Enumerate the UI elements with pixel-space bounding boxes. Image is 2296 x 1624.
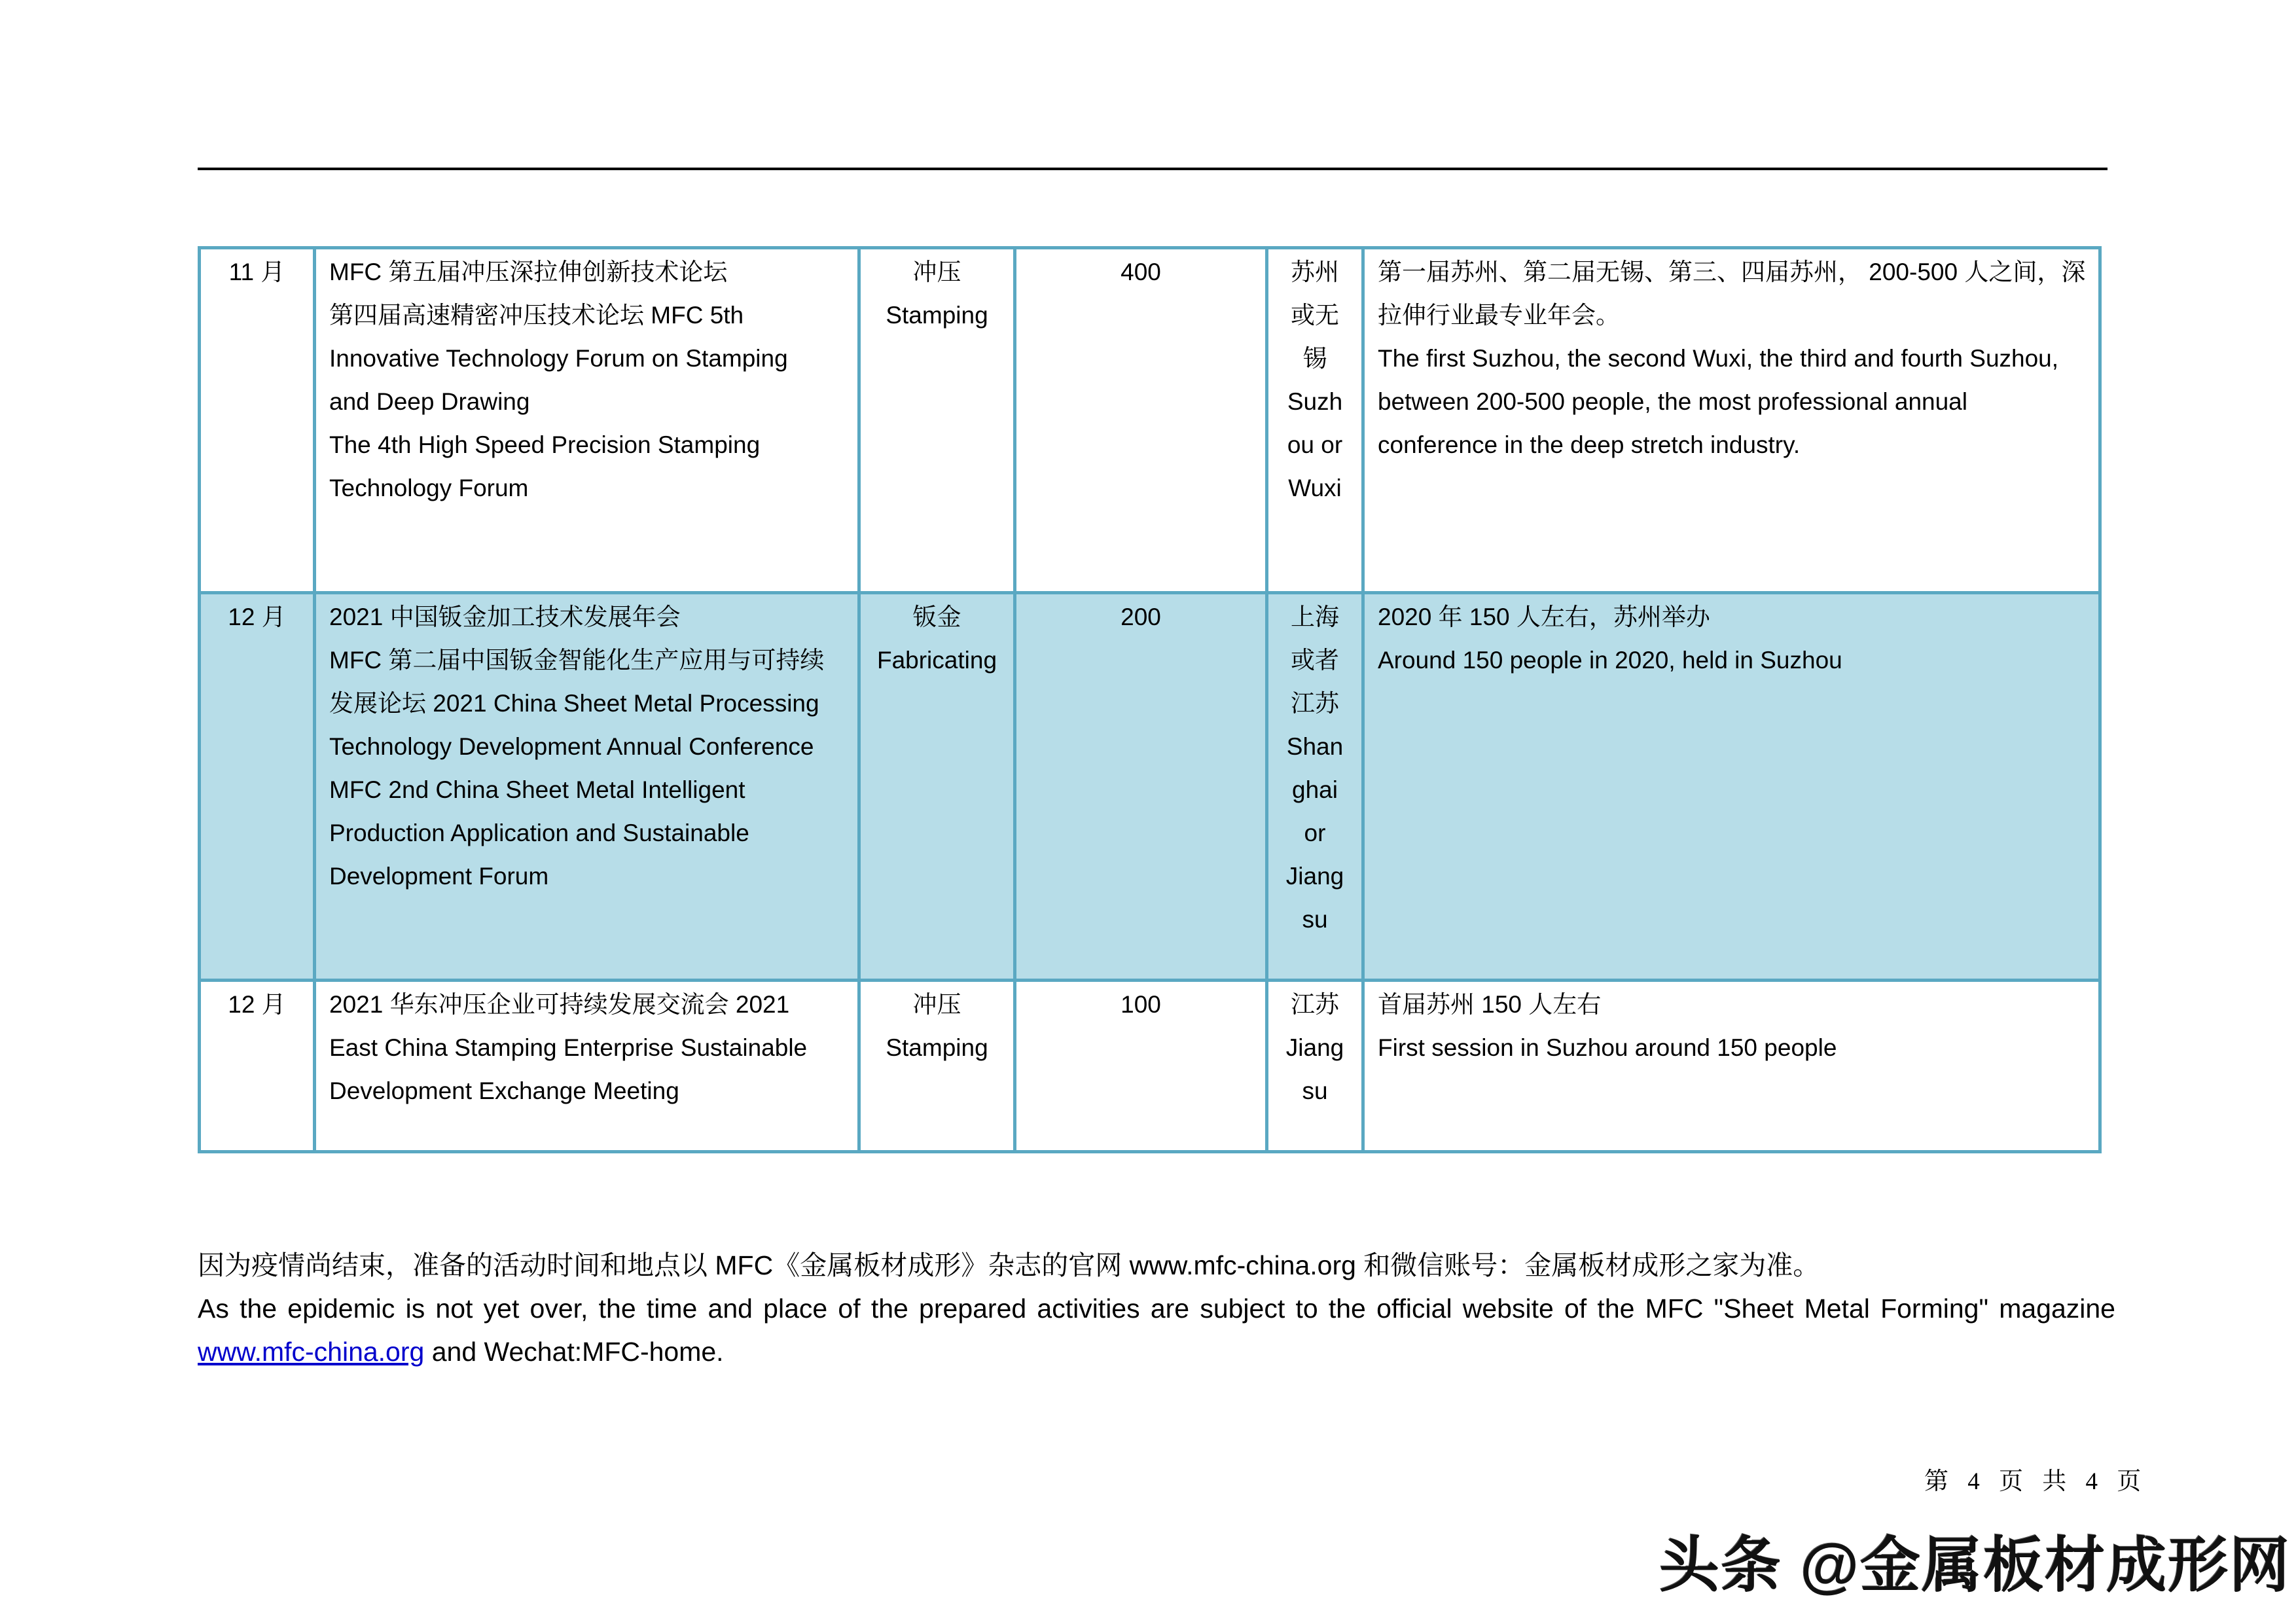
city-cell-line: 江苏 [1291,690,1339,717]
note-cell [1363,248,2100,593]
type-cell-line: 冲压 [912,991,961,1018]
note-cell-line: 第一届苏州、第二届无锡、第三、四届苏州， 200-500 人之间，深 [1378,259,2086,285]
event-cell-line: Production Application and Sustainable [329,820,749,846]
month-cell-value: 12 月 [228,991,286,1018]
event-cell-line: The 4th High Speed Precision Stamping [329,431,761,458]
page-number: 第 4 页 共 4 页 [1924,1468,2148,1495]
city-cell-line: ghai [1292,776,1338,803]
type-cell [859,593,1015,981]
watermark: 头条 @金属板材成形网 [1659,1532,2291,1599]
event-cell [315,981,859,1152]
city-cell [1267,593,1363,981]
type-cell-line: Stamping [886,1034,988,1061]
city-cell-line: Shan [1286,733,1344,760]
size-cell-value: 200 [1121,604,1161,630]
type-cell-line: Fabricating [876,647,997,674]
event-cell-line: Innovative Technology Forum on Stamping [329,345,788,372]
note-cell-line: The first Suzhou, the second Wuxi, the third and fourth Suzhou, [1378,345,2059,372]
mfc-website-link[interactable]: www.mfc-china.org [198,1337,425,1367]
month-cell [200,981,315,1152]
note-cell-line: First session in Suzhou around 150 people [1378,1034,1837,1061]
note-cell-line: 首届苏州 150 人左右 [1378,991,1602,1018]
city-cell-line: su [1302,1077,1328,1104]
city-cell-line: su [1302,906,1328,933]
city-cell-line: Jiang [1285,863,1344,890]
note-cell-line: Around 150 people in 2020, held in Suzhou [1378,647,1842,674]
month-cell [200,248,315,593]
note-cell-line: conference in the deep stretch industry. [1378,431,1801,458]
event-cell-line: East China Stamping Enterprise Sustainable [329,1034,808,1061]
header-rule [198,168,2108,170]
type-cell [859,248,1015,593]
table-row [200,593,2100,981]
event-cell-line: 第四届高速精密冲压技术论坛 MFC 5th [329,302,744,329]
event-cell-line: MFC 第二届中国钣金智能化生产应用与可持续 [329,647,825,674]
note-cell-line: 2020 年 150 人左右，苏州举办 [1378,604,1710,630]
city-cell-line: 或无 [1291,302,1339,329]
city-cell-line: 上海 [1291,604,1339,630]
type-cell-line: 冲压 [912,259,961,285]
city-cell-line: 江苏 [1291,991,1339,1018]
note-cell [1363,981,2100,1152]
event-cell-line: MFC 第五届冲压深拉伸创新技术论坛 [329,259,728,285]
size-cell [1015,981,1267,1152]
size-cell-value: 100 [1121,991,1161,1018]
event-cell-line: Technology Development Annual Conference [329,733,814,760]
city-cell [1267,248,1363,593]
city-cell-line: Suzh [1287,388,1343,415]
month-cell-value: 11 月 [228,259,285,285]
city-cell-line: Wuxi [1288,475,1342,501]
city-cell-line: or [1304,820,1326,846]
type-cell-line: Stamping [886,302,988,329]
event-cell-line: Technology Forum [329,475,529,501]
footer-note-en [198,1287,2115,1373]
size-cell [1015,248,1267,593]
note-cell-line: between 200-500 people, the most professional annual [1378,388,1967,415]
event-cell [315,593,859,981]
event-cell-line: Development Forum [329,863,549,890]
city-cell [1267,981,1363,1152]
event-cell-line: 发展论坛 2021 China Sheet Metal Processing [329,690,819,717]
month-cell [200,593,315,981]
event-cell-line: Development Exchange Meeting [329,1077,679,1104]
event-cell-line: 2021 华东冲压企业可持续发展交流会 2021 [329,991,790,1018]
events-table [198,246,2102,1153]
note-cell-line: 拉伸行业最专业年会。 [1378,302,1620,329]
table-row [200,248,2100,593]
type-cell [859,981,1015,1152]
city-cell-line: ou or [1287,431,1343,458]
table-row [200,981,2100,1152]
footer-note-zh: 因为疫情尚结束，准备的活动时间和地点以 MFC《金属板材成形》杂志的官网 www.mfc-china.org 和微信账号：金属板材成形之家为准。 [198,1250,1820,1280]
city-cell-line: Jiang [1285,1034,1344,1061]
event-cell [315,248,859,593]
event-cell-line: MFC 2nd China Sheet Metal Intelligent [329,776,745,803]
city-cell-line: 锡 [1302,345,1327,372]
city-cell-line: 或者 [1291,647,1339,674]
footer-note [198,1244,2115,1373]
city-cell-line: 苏州 [1291,259,1339,285]
footer-en-text: As the epidemic is not yet over, the time and place of the prepared activities are subject to the official website of the MFC "Sheet Metal Forming" magazine [198,1293,2115,1324]
event-cell-line: 2021 中国钣金加工技术发展年会 [329,604,681,630]
note-cell [1363,593,2100,981]
size-cell [1015,593,1267,981]
footer-en-text-end: and Wechat:MFC-home. [424,1337,724,1367]
month-cell-value: 12 月 [228,604,286,630]
type-cell-line: 钣金 [912,604,961,630]
event-cell-line: and Deep Drawing [329,388,530,415]
size-cell-value: 400 [1121,259,1161,285]
